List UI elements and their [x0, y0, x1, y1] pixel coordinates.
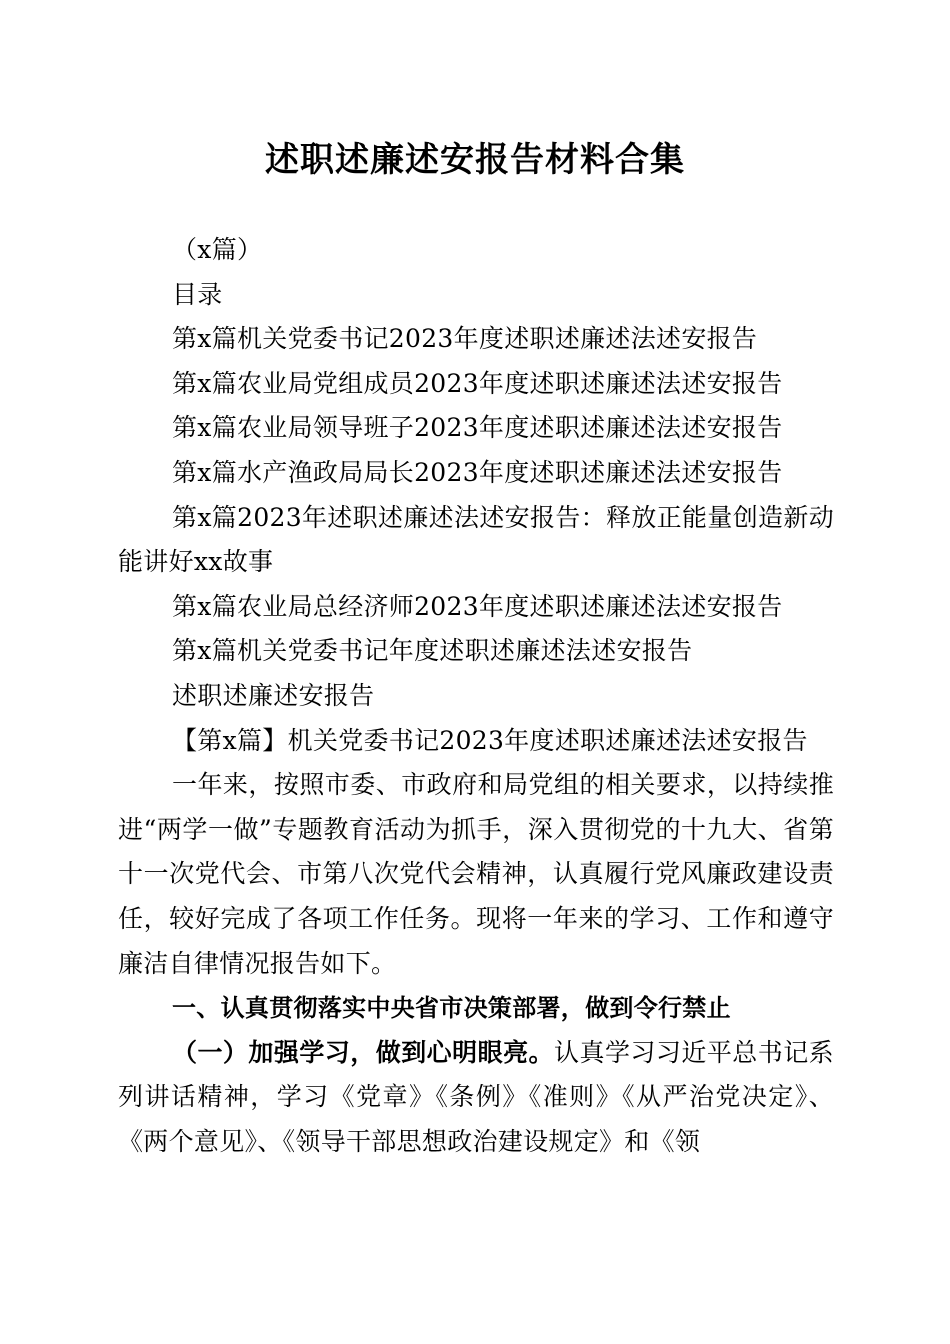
toc-label: 目录: [172, 279, 223, 309]
toc-item-5: 第x篇2023年述职述廉述法述安报告：释放正能量创造新动能讲好xx故事: [118, 502, 834, 577]
document-body: [118, 228, 834, 1164]
toc-item-1: 第x篇机关党委书记2023年度述职述廉述法述安报告: [172, 324, 758, 354]
subsection-lead-1: （一）加强学习，做到心明眼亮。: [172, 1037, 555, 1067]
article-title: 【第x篇】机关党委书记2023年度述职述廉述法述安报告: [172, 725, 808, 755]
article-count: （x篇）: [172, 235, 263, 264]
toc-item-6: 第x篇农业局总经济师2023年度述职述廉述法述安报告: [172, 591, 783, 621]
toc-item-7: 第x篇机关党委书记年度述职述廉述法述安报告: [172, 636, 693, 666]
section-heading-1: 一、认真贯彻落实中央省市决策部署，做到令行禁止: [172, 994, 731, 1023]
subsection-paragraph-1: [118, 1031, 834, 1165]
subsection-text-1: 认真学习习近平总书记系列讲话精神，学习《党章》《条例》《准则》《从严治党决定》、《两个意见》、《领导干部思想政治建设规定》和《领: [118, 1037, 834, 1156]
toc-item-2: 第x篇农业局党组成员2023年度述职述廉述法述安报告: [172, 368, 783, 398]
document-title: 述职述廉述安报告材料合集: [265, 140, 685, 180]
toc-item-4: 第x篇水产渔政局局长2023年度述职述廉述法述安报告: [172, 457, 783, 487]
section-label: 述职述廉述安报告: [172, 680, 375, 710]
toc-item-3: 第x篇农业局领导班子2023年度述职述廉述法述安报告: [172, 413, 783, 443]
intro-paragraph: 一年来，按照市委、市政府和局党组的相关要求，以持续推进“两学一做”专题教育活动为抓手，深入贯彻党的十九大、省第十一次党代会、市第八次党代会精神，认真履行党风廉政建设责任，较好完成了各项工作任务。现将一年来的学习、工作和遵守廉洁自律情况报告如下。: [118, 770, 834, 978]
